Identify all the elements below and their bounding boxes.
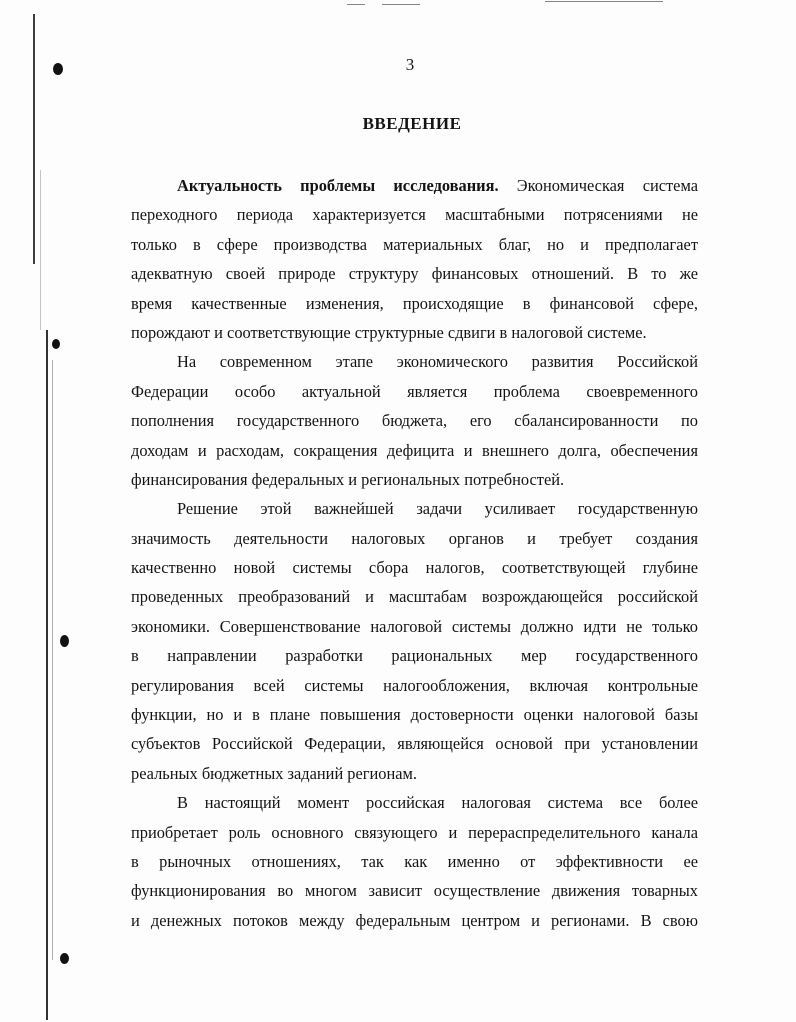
text-line: качественно новой системы сбора налогов, соответствующей глубине bbox=[131, 558, 698, 578]
punch-hole-mark bbox=[60, 953, 69, 964]
punch-hole-mark bbox=[60, 635, 69, 647]
text-line: Решение этой важнейшей задачи усиливает государственную bbox=[177, 499, 698, 519]
text-line: финансирования федеральных и региональных потребностей. bbox=[131, 469, 565, 489]
binding-edge-shadow bbox=[52, 360, 53, 960]
scan-edge-mark bbox=[347, 4, 365, 5]
text-line-content: Экономическая система bbox=[498, 176, 698, 195]
text-line: значимость деятельности налоговых органов и требует создания bbox=[131, 528, 698, 548]
text-line bbox=[131, 171, 698, 200]
text-line: время качественные изменения, происходящие в финансовой сфере, bbox=[131, 293, 698, 313]
text-line: и денежных потоков между федеральным центром и регионами. В свою bbox=[131, 910, 698, 930]
text-line: экономики. Совершенствование налоговой системы должно идти не только bbox=[131, 616, 698, 636]
text-line: порождают и соответствующие структурные сдвиги в налоговой системе. bbox=[131, 322, 647, 342]
binding-edge-shadow bbox=[40, 170, 41, 330]
text-line: доходам и расходам, сокращения дефицита и внешнего долга, обеспечения bbox=[131, 440, 698, 460]
punch-hole-mark bbox=[52, 339, 60, 349]
text-line: реальных бюджетных заданий регионам. bbox=[131, 763, 417, 783]
page-number: 3 bbox=[405, 55, 415, 74]
text-line: переходного периода характеризуется масштабными потрясениями не bbox=[131, 205, 698, 225]
lead-phrase: Актуальность проблемы исследования. bbox=[177, 176, 499, 195]
text-line: проведенных преобразований и масштабам возрождающейся российской bbox=[131, 587, 698, 607]
text-line: регулирования всей системы налогообложения, включая контрольные bbox=[131, 675, 698, 695]
binding-edge-line bbox=[46, 330, 48, 1020]
text-line: функционирования во многом зависит осуществление движения товарных bbox=[131, 881, 698, 901]
binding-edge-line bbox=[33, 14, 35, 264]
text-line: в рыночных отношениях, так как именно от эффективности ее bbox=[131, 851, 698, 871]
text-line: адекватную своей природе структуру финансовых отношений. В то же bbox=[131, 264, 698, 284]
scan-edge-mark bbox=[382, 4, 420, 5]
text-line: в направлении разработки рациональных мер государственного bbox=[131, 646, 698, 666]
text-line: В настоящий момент российская налоговая система все более bbox=[177, 793, 698, 813]
text-line: функции, но и в плане повышения достоверности оценки налоговой базы bbox=[131, 705, 698, 725]
text-line: субъектов Российской Федерации, являющейся основой при установлении bbox=[131, 734, 698, 754]
text-line: приобретает роль основного связующего и перераспределительного канала bbox=[131, 822, 698, 842]
body-text bbox=[131, 171, 698, 935]
text-line: На современном этапе экономического развития Российской bbox=[177, 352, 698, 372]
section-heading: ВВЕДЕНИЕ bbox=[362, 114, 462, 133]
text-line: только в сфере производства материальных благ, но и предполагает bbox=[131, 234, 698, 254]
text-line: пополнения государственного бюджета, его сбалансированности по bbox=[131, 411, 698, 431]
text-line: Федерации особо актуальной является проблема своевременного bbox=[131, 381, 698, 401]
scan-edge-mark bbox=[545, 1, 663, 2]
